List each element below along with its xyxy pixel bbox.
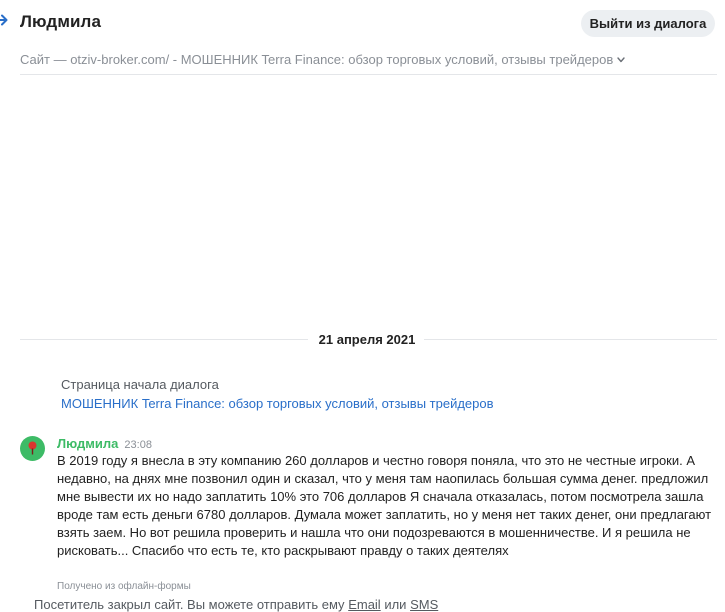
back-arrow-icon[interactable] bbox=[0, 13, 8, 27]
message-time: 23:08 bbox=[124, 439, 152, 451]
closed-notice-or: или bbox=[384, 597, 407, 612]
message-text: В 2019 году я внесла в эту компанию 260 долларов и честно говоря поняла, что это не честные игроки. А недавно, на днях мне позвонил один и сказал, что у меня там наопилась большая сумма денег. предложил мне вывести их но надо заплатить 10% это 706 долларов Я сначала отказалась, потом посмотрела зашла вроде там есть деньги 6780 долларов. Думала может заплатить, но у меня нет таких денег, они предлагают взять заем. Но вот решила проверить и нашла что они подозреваются в мошенничестве. И я решила не рисковать... Спасибо что есть те, кто раскрывают правду о таких деятелях bbox=[57, 453, 712, 558]
message-author: Людмила bbox=[57, 436, 119, 451]
dialog-start-page bbox=[61, 377, 494, 412]
source-site-dropdown[interactable] bbox=[20, 52, 625, 67]
avatar bbox=[20, 436, 45, 461]
date-separator bbox=[20, 330, 717, 350]
date-separator-line-right bbox=[424, 339, 717, 340]
leave-dialog-button[interactable]: Выйти из диалога bbox=[581, 10, 715, 37]
dialog-title: Людмила bbox=[20, 12, 101, 31]
chevron-down-icon bbox=[617, 57, 625, 63]
source-site-text: Сайт — otziv-broker.com/ - МОШЕННИК Terra Finance: обзор торговых условий, отзывы трейдеров bbox=[20, 52, 614, 67]
map-pin-icon bbox=[28, 441, 37, 455]
message-source-note: Получено из офлайн-формы bbox=[57, 581, 191, 592]
closed-notice-text: Посетитель закрыл сайт. Вы можете отправить ему bbox=[34, 597, 345, 612]
visitor-closed-notice bbox=[34, 597, 438, 612]
date-separator-label: 21 апреля 2021 bbox=[318, 332, 416, 347]
sms-link[interactable]: SMS bbox=[410, 597, 439, 612]
start-page-link[interactable]: МОШЕННИК Terra Finance: обзор торговых условий, отзывы трейдеров bbox=[61, 396, 494, 411]
header-divider bbox=[20, 74, 717, 75]
message-header bbox=[57, 435, 152, 453]
email-link[interactable]: Email bbox=[348, 597, 381, 612]
start-page-label: Страница начала диалога bbox=[61, 377, 219, 392]
